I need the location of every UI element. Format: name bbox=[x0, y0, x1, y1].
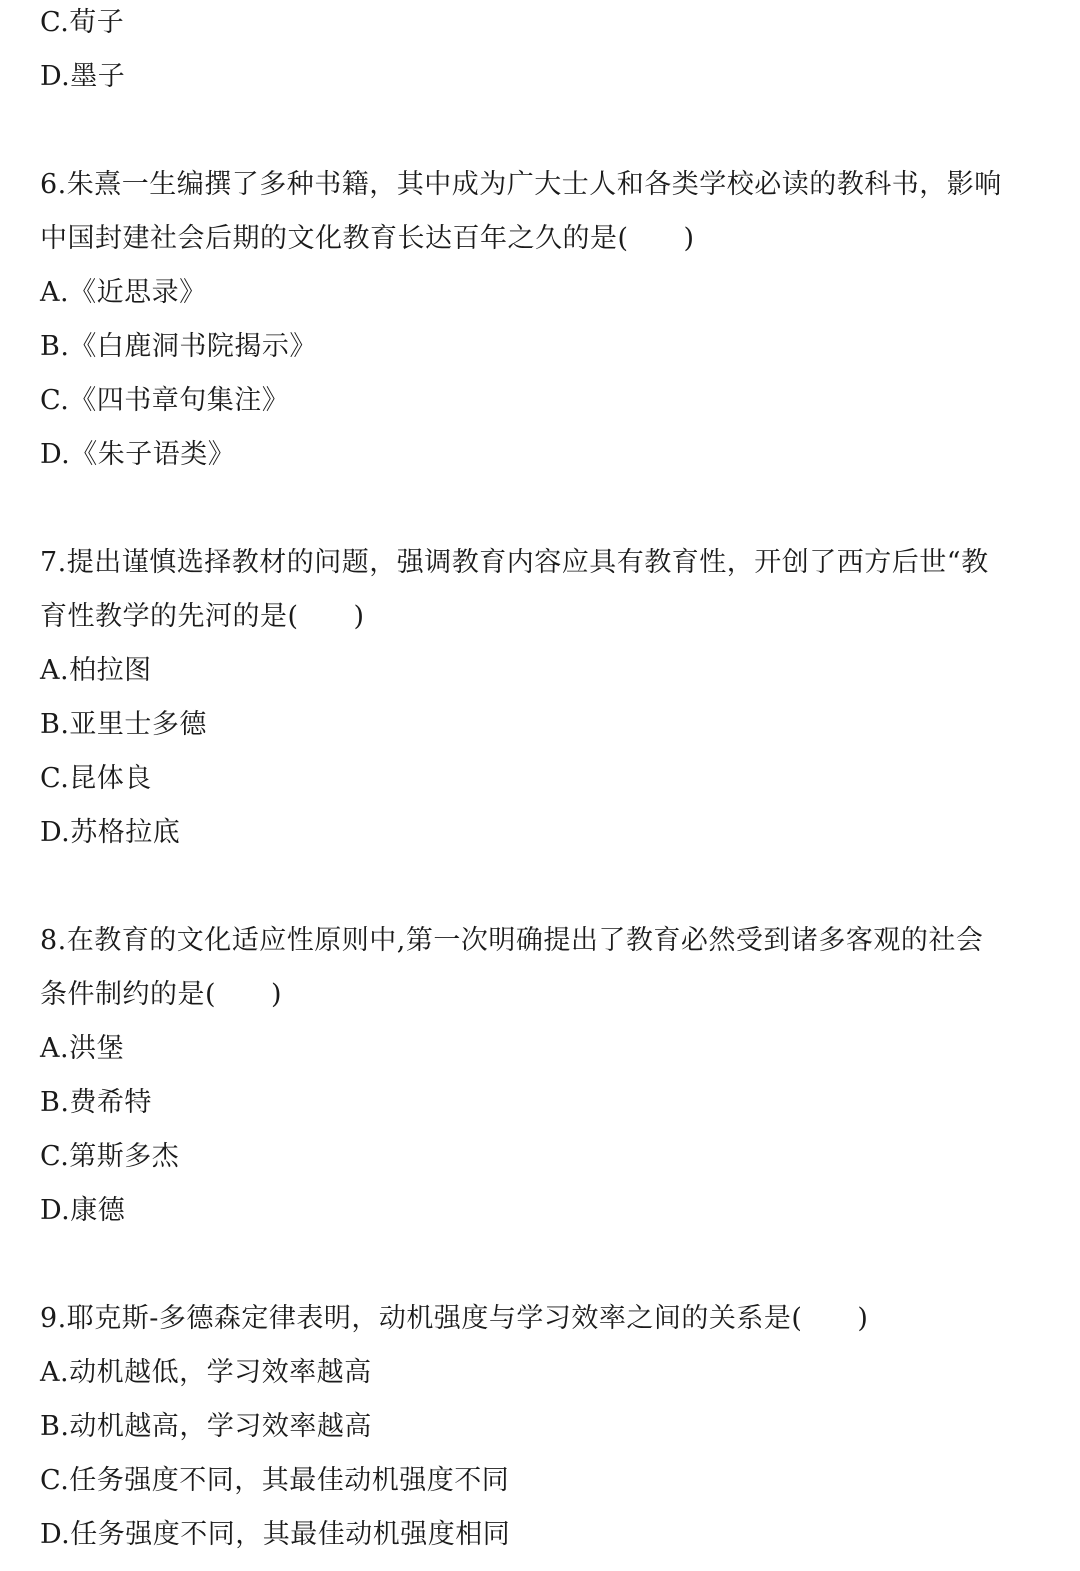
question-9 bbox=[40, 1292, 1020, 1562]
option-text: C.《四书章句集注》 bbox=[40, 385, 290, 416]
option-text: A.《近思录》 bbox=[40, 277, 207, 308]
spacer bbox=[40, 860, 1020, 914]
option-text: D.墨子 bbox=[40, 61, 126, 92]
option-text: A.动机越低，学习效率越高 bbox=[40, 1357, 372, 1388]
spacer bbox=[40, 1238, 1020, 1292]
option-text: A.洪堡 bbox=[40, 1033, 125, 1064]
question-stem: 7.提出谨慎选择教材的问题，强调教育内容应具有教育性，开创了西方后世“教 bbox=[40, 547, 989, 578]
option-text: B.亚里士多德 bbox=[40, 709, 207, 740]
question-7 bbox=[40, 536, 1020, 860]
option-text: C.第斯多杰 bbox=[40, 1141, 180, 1172]
spacer bbox=[40, 104, 1020, 158]
option-text: B.《白鹿洞书院揭示》 bbox=[40, 331, 317, 362]
option-text: D.《朱子语类》 bbox=[40, 439, 236, 470]
option-text: D.苏格拉底 bbox=[40, 817, 181, 848]
question-stem: 6.朱熹一生编撰了多种书籍，其中成为广大士人和各类学校必读的教科书，影响 bbox=[40, 169, 1002, 200]
option-text: A.柏拉图 bbox=[40, 655, 152, 686]
document-page bbox=[40, 0, 1020, 1562]
question-6 bbox=[40, 158, 1020, 482]
option-text: B.动机越高，学习效率越高 bbox=[40, 1411, 372, 1442]
question-8 bbox=[40, 914, 1020, 1238]
option-text: D.康德 bbox=[40, 1195, 126, 1226]
question-stem: 条件制约的是( ) bbox=[40, 979, 283, 1010]
option-text: D.任务强度不同，其最佳动机强度相同 bbox=[40, 1519, 511, 1550]
prev-question-options bbox=[40, 0, 1020, 104]
question-stem: 中国封建社会后期的文化教育长达百年之久的是( ) bbox=[40, 223, 695, 254]
option-text: B.费希特 bbox=[40, 1087, 152, 1118]
spacer bbox=[40, 482, 1020, 536]
option-text: C.昆体良 bbox=[40, 763, 152, 794]
option-text: C.任务强度不同，其最佳动机强度不同 bbox=[40, 1465, 510, 1496]
option-text: C.荀子 bbox=[40, 7, 125, 38]
question-stem: 育性教学的先河的是( ) bbox=[40, 601, 365, 632]
question-stem: 8.在教育的文化适应性原则中,第一次明确提出了教育必然受到诸多客观的社会 bbox=[40, 925, 984, 956]
question-stem: 9.耶克斯-多德森定律表明，动机强度与学习效率之间的关系是( ) bbox=[40, 1303, 869, 1334]
